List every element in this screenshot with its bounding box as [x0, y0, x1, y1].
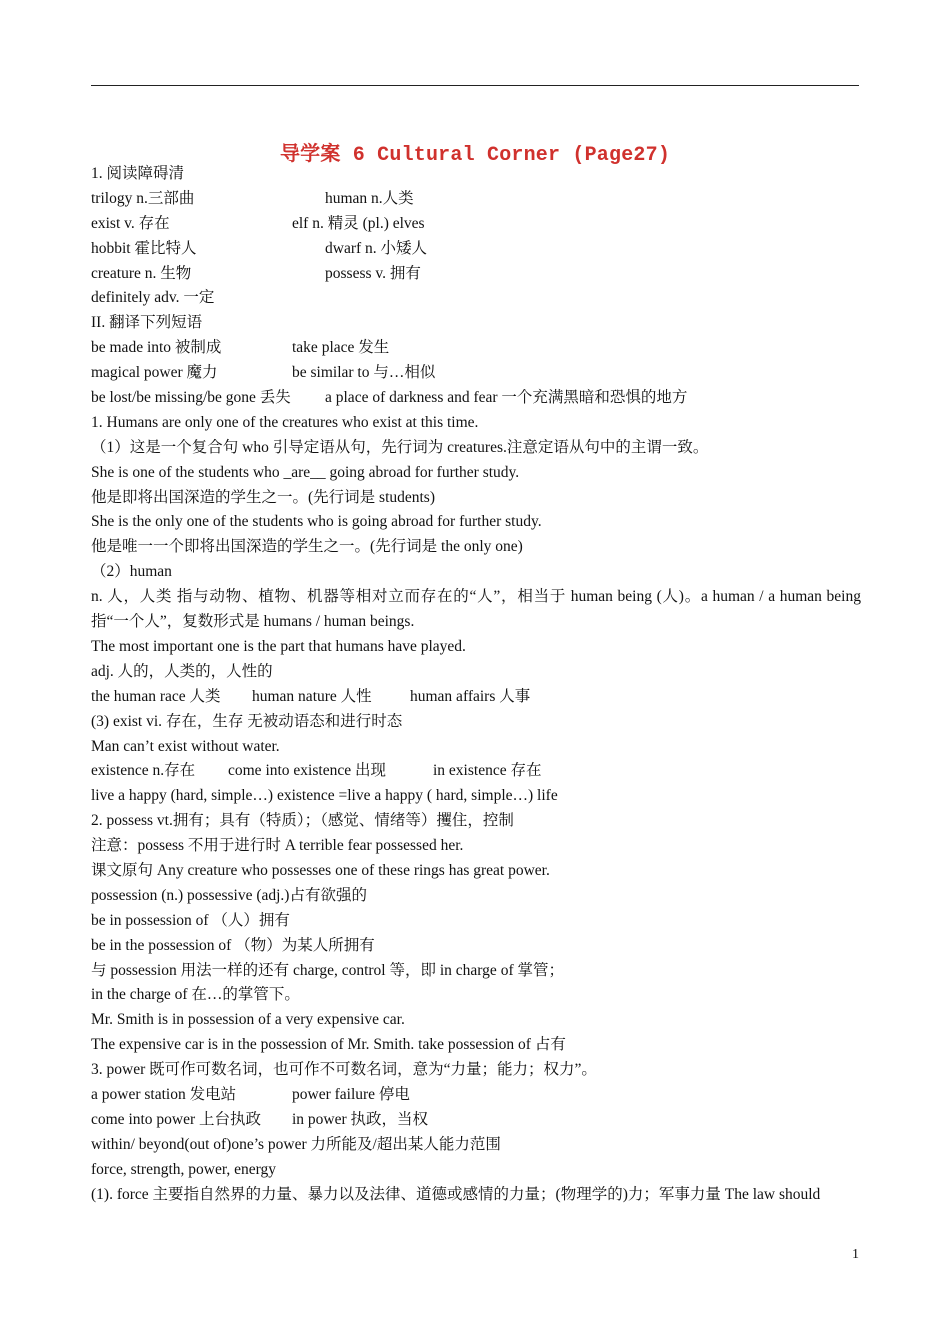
- text-line: [91, 884, 861, 909]
- text-line: [91, 1008, 861, 1033]
- text-segment: She is one of the students who _are__ going abroad for further study.: [91, 463, 520, 481]
- text-line: [91, 212, 861, 237]
- text-segment: 1. Humans are only one of the creatures who exist at this time.: [91, 413, 479, 431]
- text-segment: be lost/be missing/be gone 丢失: [91, 389, 291, 407]
- text-line: [91, 361, 861, 386]
- text-line: [91, 436, 861, 461]
- text-line: [91, 809, 861, 834]
- text-segment: n. 人，人类 指与动物、植物、机器等相对立而存在的“人”，相当于 human being (人)。a human / a human being 指“一个人”，复数形式是 humans / human beings.: [91, 588, 861, 631]
- text-line: [91, 959, 861, 984]
- text-segment: 2. possess vt.拥有；具有（特质）；（感觉、情绪等）攫住，控制: [91, 812, 514, 830]
- text-segment: dwarf n. 小矮人: [325, 239, 428, 257]
- text-segment: （1）这是一个复合句 who 引导定语从句，先行词为 creatures.注意定语从句中的主谓一致。: [91, 438, 709, 456]
- text-line: [91, 909, 861, 934]
- text-line: [91, 262, 861, 287]
- text-line: [91, 1158, 861, 1183]
- text-segment: possess v. 拥有: [325, 264, 421, 282]
- text-segment: adj. 人的，人类的，人性的: [91, 662, 273, 680]
- text-segment: 课文原句 Any creature who possesses one of these rings has great power.: [91, 861, 550, 879]
- text-line: [91, 1033, 861, 1058]
- text-line: [91, 510, 861, 535]
- text-segment: come into power 上台执政: [91, 1110, 262, 1128]
- text-line: [91, 187, 861, 212]
- text-segment: definitely adv. 一定: [91, 289, 215, 307]
- text-line: [91, 1058, 861, 1083]
- text-line: [91, 859, 861, 884]
- text-segment: The expensive car is in the possession of Mr. Smith. take possession of 占有: [91, 1036, 566, 1054]
- text-line: [91, 735, 861, 760]
- text-line: [91, 710, 861, 735]
- text-segment: in power 执政，当权: [292, 1110, 429, 1128]
- text-line: [91, 560, 861, 585]
- text-line: [91, 237, 861, 262]
- text-segment: 他是即将出国深造的学生之一。(先行词是 students): [91, 488, 436, 506]
- text-line: [91, 660, 861, 685]
- text-segment: trilogy n.三部曲: [91, 189, 195, 207]
- text-segment: She is the only one of the students who is going abroad for further study.: [91, 513, 542, 531]
- text-line: [91, 834, 861, 859]
- text-segment: (3) exist vi. 存在，生存 无被动语态和进行时态: [91, 712, 403, 730]
- text-line: [91, 311, 861, 336]
- text-segment: existence n.存在: [91, 762, 196, 780]
- text-line: [91, 1183, 861, 1208]
- text-segment: come into existence 出现: [228, 762, 386, 780]
- text-segment: creature n. 生物: [91, 264, 192, 282]
- text-segment: exist v. 存在: [91, 214, 170, 232]
- text-line: [91, 759, 861, 784]
- text-line: [91, 535, 861, 560]
- text-segment: be in possession of （人）拥有: [91, 911, 290, 929]
- text-segment: (1). force 主要指自然界的力量、暴力以及法律、道德或感情的力量；(物理学的)力；军事力量 The law should: [91, 1185, 821, 1203]
- text-segment: be in the possession of （物）为某人所拥有: [91, 936, 375, 954]
- text-segment: 注意：possess 不用于进行时 A terrible fear possessed her.: [91, 837, 464, 855]
- text-line: [91, 585, 861, 635]
- text-segment: 1. 阅读障碍清: [91, 165, 185, 182]
- header-rule: [91, 85, 859, 86]
- text-segment: the human race 人类: [91, 687, 221, 705]
- text-line: [91, 784, 861, 809]
- text-segment: human n.人类: [325, 189, 414, 207]
- text-line: [91, 162, 861, 187]
- text-segment: hobbit 霍比特人: [91, 239, 197, 257]
- text-segment: II. 翻译下列短语: [91, 314, 203, 332]
- text-line: [91, 461, 861, 486]
- text-segment: be similar to 与…相似: [292, 364, 436, 382]
- text-line: [91, 1108, 861, 1133]
- text-segment: magical power 魔力: [91, 364, 218, 382]
- text-line: [91, 685, 861, 710]
- text-segment: a power station 发电站: [91, 1085, 237, 1103]
- text-segment: 他是唯一一个即将出国深造的学生之一。(先行词是 the only one): [91, 538, 523, 556]
- text-segment: take place 发生: [292, 339, 390, 357]
- text-segment: in the charge of 在…的掌管下。: [91, 986, 300, 1004]
- text-line: [91, 486, 861, 511]
- page-title: 导学案 6 Cultural Corner (Page27): [279, 144, 671, 167]
- text-segment: a place of darkness and fear 一个充满黑暗和恐惧的地方: [325, 389, 688, 407]
- text-line: [91, 386, 861, 411]
- text-segment: 3. power 既可作可数名词，也可作不可数名词，意为“力量；能力；权力”。: [91, 1061, 597, 1079]
- text-line: [91, 336, 861, 361]
- text-line: [91, 286, 861, 311]
- text-segment: live a happy (hard, simple…) existence =live a happy ( hard, simple…) life: [91, 787, 558, 805]
- text-segment: in existence 存在: [433, 762, 542, 780]
- text-segment: power failure 停电: [292, 1085, 410, 1103]
- text-line: [91, 1083, 861, 1108]
- text-segment: human nature 人性: [252, 687, 372, 705]
- text-segment: The most important one is the part that humans have played.: [91, 637, 466, 655]
- text-segment: Man can’t exist without water.: [91, 737, 280, 755]
- text-segment: Mr. Smith is in possession of a very expensive car.: [91, 1011, 405, 1029]
- text-line: [91, 635, 861, 660]
- text-segment: elf n. 精灵 (pl.) elves: [292, 214, 425, 232]
- page-number: 1: [852, 1247, 859, 1262]
- text-line: [91, 934, 861, 959]
- text-segment: human affairs 人事: [410, 687, 531, 705]
- text-line: [91, 1133, 861, 1158]
- text-segment: possession (n.) possessive (adj.)占有欲强的: [91, 886, 367, 904]
- text-line: [91, 411, 861, 436]
- text-line: [91, 983, 861, 1008]
- text-segment: be made into 被制成: [91, 339, 222, 357]
- text-segment: 与 possession 用法一样的还有 charge, control 等，即 in charge of 掌管；: [91, 961, 564, 979]
- text-segment: （2）human: [91, 563, 172, 581]
- text-segment: within/ beyond(out of)one’s power 力所能及/超出某人能力范围: [91, 1135, 501, 1153]
- text-segment: force, strength, power, energy: [91, 1160, 277, 1178]
- document-body: [91, 162, 861, 1207]
